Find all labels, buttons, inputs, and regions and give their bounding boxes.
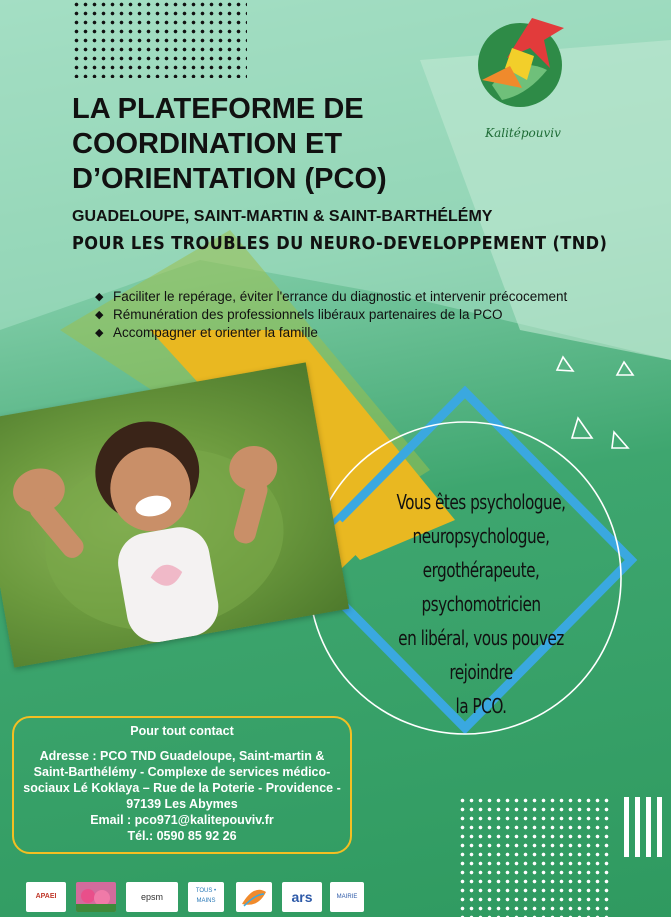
list-item bbox=[95, 325, 575, 341]
partner-logo-leaf bbox=[236, 882, 272, 912]
tnd-subtitle: POUR LES TROUBLES DU NEURO-DEVELOPPEMENT (TND) bbox=[72, 233, 608, 254]
diamond-bullet-icon: ◆ bbox=[95, 291, 104, 303]
list-item-text: Rémunération des professionnels libéraux partenaires de la PCO bbox=[113, 307, 503, 322]
small-triangle-icon bbox=[612, 432, 628, 448]
dot-pattern-top bbox=[72, 0, 247, 78]
contact-details bbox=[22, 748, 342, 844]
partner-logo-flowers bbox=[76, 882, 116, 912]
call-to-action bbox=[370, 485, 593, 723]
cta-line: la PCO. bbox=[455, 694, 507, 718]
partner-logo-apaei: APAEI bbox=[26, 882, 66, 912]
cta-line: en libéral, vous pouvez rejoindre bbox=[398, 626, 564, 684]
small-triangle-icon bbox=[557, 357, 573, 371]
contact-phone[interactable]: Tél.: 0590 85 92 26 bbox=[127, 829, 237, 843]
cta-line: Vous êtes psychologue, bbox=[396, 490, 566, 514]
diamond-bullet-icon: ◆ bbox=[95, 327, 104, 339]
white-bars-decoration bbox=[624, 797, 664, 857]
contact-title: Pour tout contact bbox=[130, 724, 234, 738]
page-title: LA PLATEFORME DE COORDINATION ET D’ORIENTATION (PCO) bbox=[72, 93, 387, 195]
flower-icon bbox=[76, 882, 116, 912]
cta-line: neuropsychologue, bbox=[412, 524, 550, 548]
mission-list bbox=[95, 289, 575, 343]
contact-address: Adresse : PCO TND Guadeloupe, Saint-martin & Saint-Barthélémy - Complexe de services médico-sociaux Lé Koklaya – Rue de la Poterie - Providence - 97139 Les Abymes bbox=[23, 749, 341, 811]
kalitepouviv-logo-icon bbox=[472, 10, 572, 120]
logo-text: Kalitépouviv bbox=[485, 126, 561, 140]
partner-logo-tous-mains: TOUS • MAINS bbox=[188, 882, 224, 912]
leaf-icon bbox=[236, 882, 272, 912]
partner-logo-epsm: epsm bbox=[126, 882, 178, 912]
small-triangle-icon bbox=[572, 418, 592, 438]
contact-email[interactable]: Email : pco971@kalitepouviv.fr bbox=[90, 813, 274, 827]
cta-line: ergothérapeute, psychomotricien bbox=[421, 558, 541, 616]
dot-pattern-bottom bbox=[458, 796, 610, 917]
small-triangle-icon bbox=[617, 362, 633, 375]
list-item-text: Accompagner et orienter la famille bbox=[113, 325, 318, 340]
partner-logo-mairie: MAIRIE bbox=[330, 882, 364, 912]
list-item bbox=[95, 307, 575, 323]
partner-logo-ars: ars bbox=[282, 882, 322, 912]
list-item-text: Faciliter le repérage, éviter l'errance du diagnostic et intervenir précocement bbox=[113, 289, 568, 304]
list-item bbox=[95, 289, 575, 305]
diamond-bullet-icon: ◆ bbox=[95, 309, 104, 321]
region-subtitle: GUADELOUPE, SAINT-MARTIN & SAINT-BARTHÉLÉMY bbox=[72, 208, 493, 225]
